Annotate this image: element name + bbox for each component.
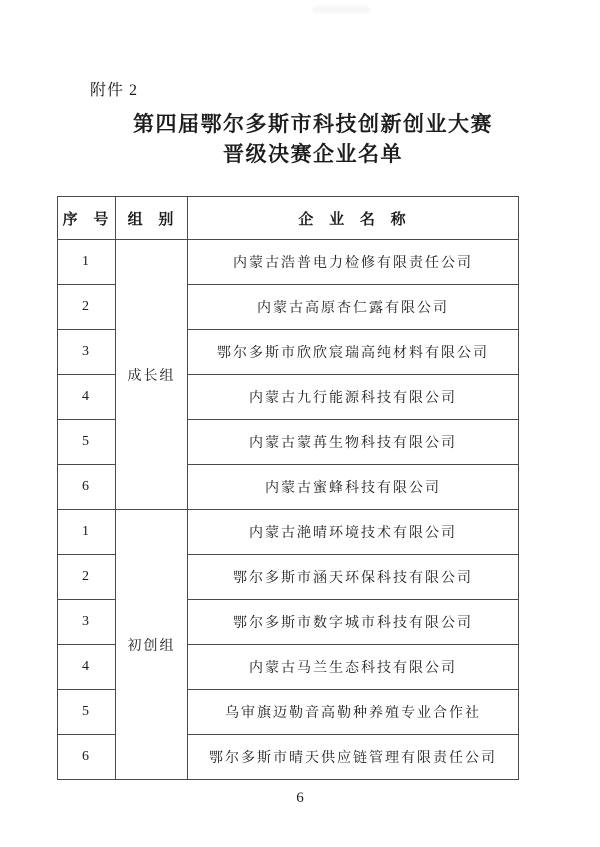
company-name: 内蒙古蜜蜂科技有限公司	[188, 465, 519, 510]
row-index: 5	[58, 420, 116, 465]
row-index: 3	[58, 330, 116, 375]
attachment-label: 附件 2	[90, 82, 139, 99]
title-line-2: 晋级决赛企业名单	[223, 142, 403, 166]
row-index: 1	[58, 240, 116, 285]
row-index: 2	[58, 285, 116, 330]
col-header-index: 序 号	[58, 197, 116, 240]
company-name: 内蒙古浩普电力检修有限责任公司	[188, 240, 519, 285]
company-name: 鄂尔多斯市数字城市科技有限公司	[188, 600, 519, 645]
row-index: 1	[58, 510, 116, 555]
company-name: 内蒙古九行能源科技有限公司	[188, 375, 519, 420]
col-header-company: 企 业 名 称	[188, 197, 519, 240]
table-row	[58, 240, 519, 285]
table-row	[58, 510, 519, 555]
company-name: 内蒙古马兰生态科技有限公司	[188, 645, 519, 690]
page-number: 6	[296, 790, 304, 806]
table-header-row	[58, 197, 519, 240]
document-title	[26, 109, 600, 169]
title-line-1: 第四届鄂尔多斯市科技创新创业大赛	[133, 112, 493, 136]
row-index: 2	[58, 555, 116, 600]
company-name: 乌审旗迈勒音高勒种养殖专业合作社	[188, 690, 519, 735]
row-index: 5	[58, 690, 116, 735]
company-name: 内蒙古滟晴环境技术有限公司	[188, 510, 519, 555]
company-name: 鄂尔多斯市涵天环保科技有限公司	[188, 555, 519, 600]
row-index: 3	[58, 600, 116, 645]
row-index: 6	[58, 735, 116, 780]
company-name: 内蒙古高原杏仁露有限公司	[188, 285, 519, 330]
col-header-group: 组 别	[116, 197, 188, 240]
finalists-table	[57, 196, 519, 780]
company-name: 内蒙古蒙苒生物科技有限公司	[188, 420, 519, 465]
company-name: 鄂尔多斯市欣欣宸瑞高纯材料有限公司	[188, 330, 519, 375]
row-index: 4	[58, 375, 116, 420]
company-name: 鄂尔多斯市晴天供应链管理有限责任公司	[188, 735, 519, 780]
scan-smudge	[312, 6, 370, 13]
row-index: 4	[58, 645, 116, 690]
group-label-growth: 成长组	[116, 240, 188, 510]
row-index: 6	[58, 465, 116, 510]
group-label-startup: 初创组	[116, 510, 188, 780]
